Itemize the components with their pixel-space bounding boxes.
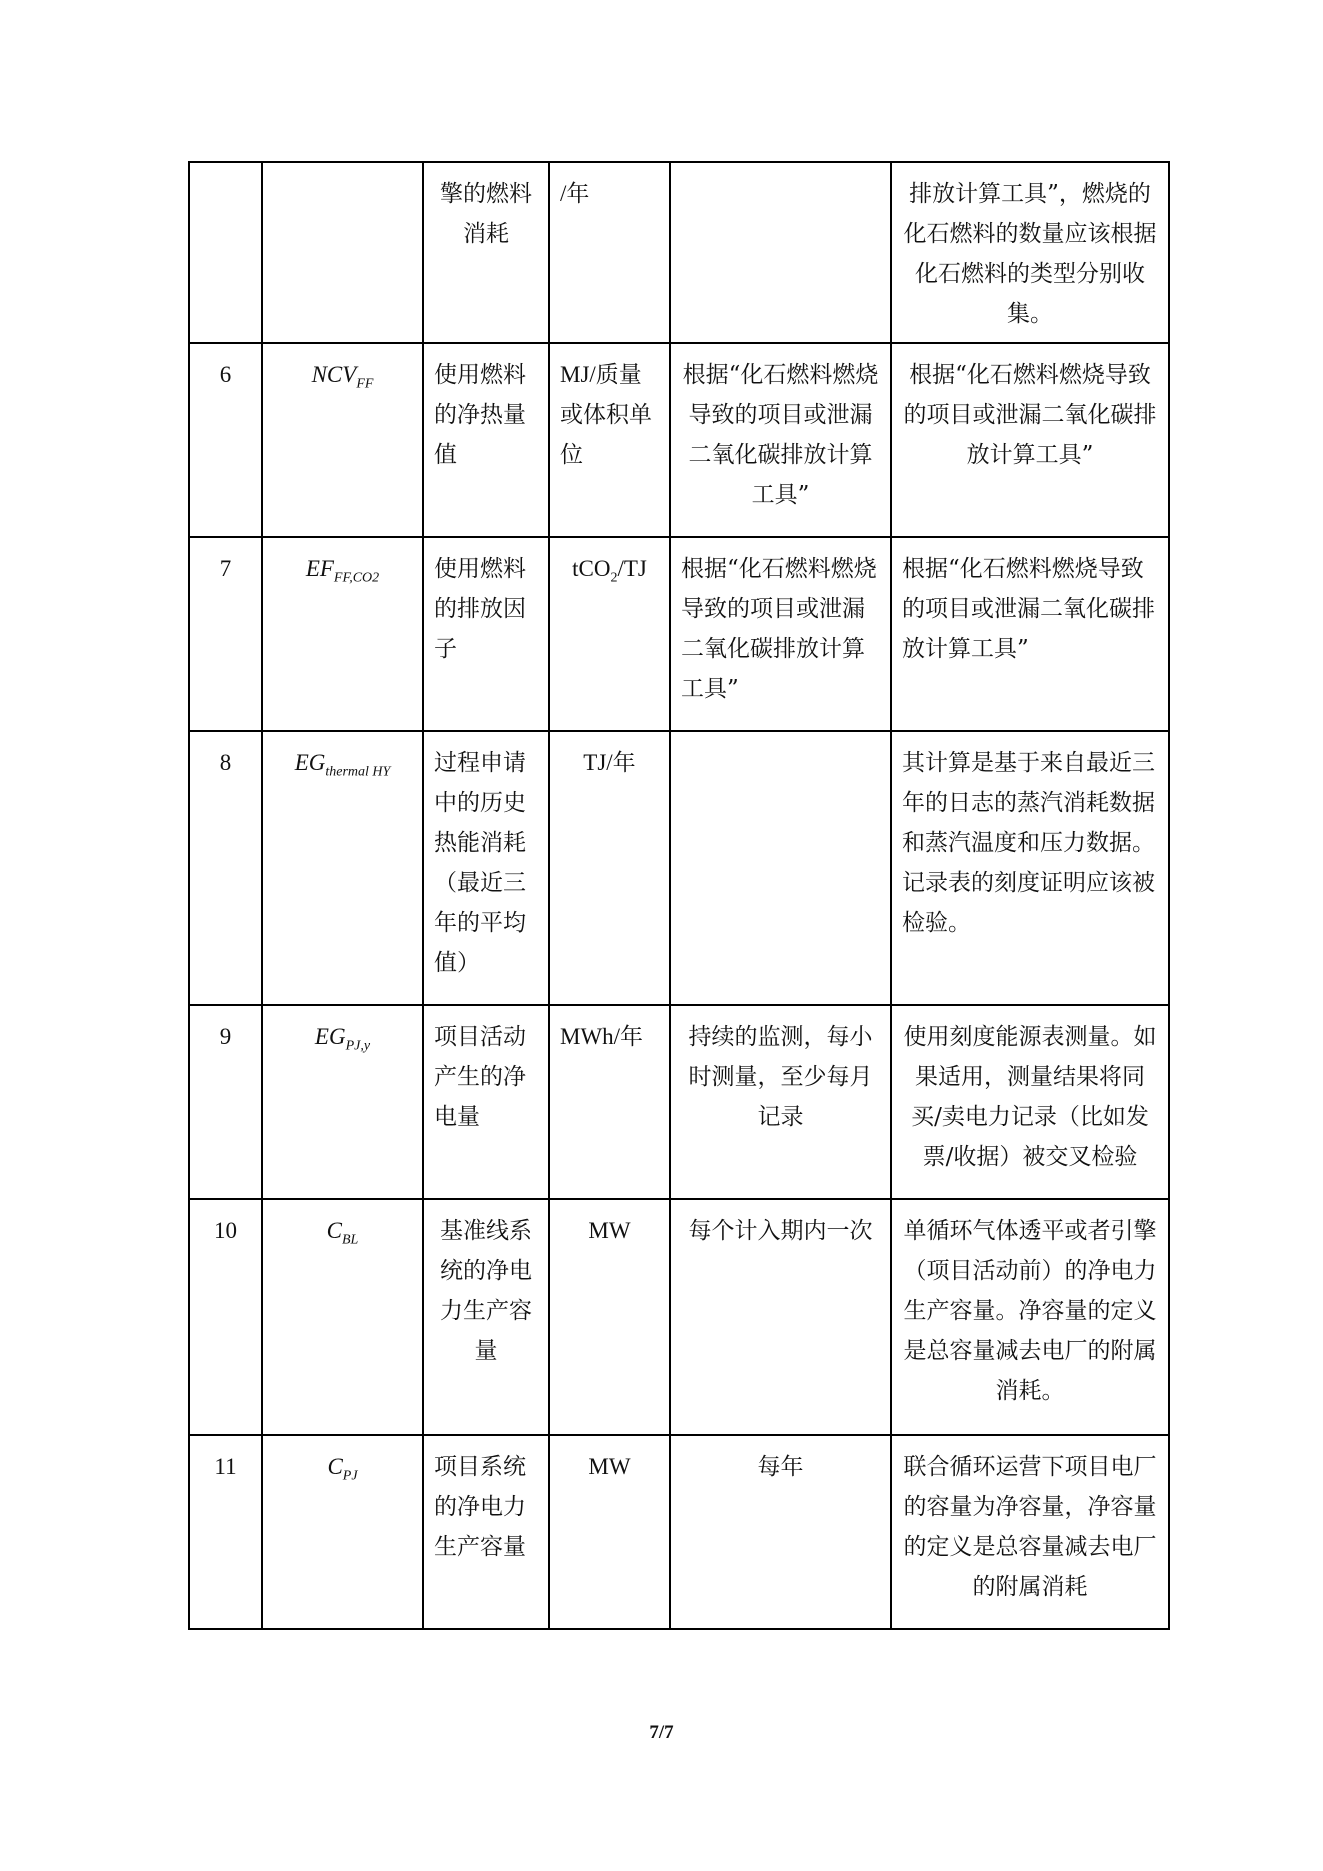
page-number: 7/7	[649, 1722, 674, 1743]
parameter-description: 使用燃料的净热量值	[423, 343, 549, 537]
parameter-description: 擎的燃料消耗	[423, 162, 549, 343]
parameter-symbol: $NCV_{FF}$	[262, 343, 423, 537]
monitoring-frequency: 根据“化石燃料燃烧导致的项目或泄漏二氧化碳排放计算工具”	[670, 343, 891, 537]
parameter-unit: tCO$_2$/TJ	[549, 537, 670, 731]
parameter-note: 联合循环运营下项目电厂的容量为净容量，净容量的定义是总容量减去电厂的附属消耗	[891, 1435, 1169, 1629]
row-number: 7	[189, 537, 262, 731]
parameter-note: 排放计算工具”，燃烧的化石燃料的数量应该根据化石燃料的类型分别收集。	[891, 162, 1169, 343]
parameter-unit: MW	[549, 1199, 670, 1435]
parameter-unit: /年	[549, 162, 670, 343]
monitoring-frequency	[670, 731, 891, 1005]
parameter-note: 单循环气体透平或者引擎（项目活动前）的净电力生产容量。净容量的定义是总容量减去电厂的附属消耗。	[891, 1199, 1169, 1435]
row-number: 6	[189, 343, 262, 537]
monitoring-frequency: 每个计入期内一次	[670, 1199, 891, 1435]
table-row	[189, 1435, 1169, 1629]
parameter-symbol	[262, 162, 423, 343]
row-number: 11	[189, 1435, 262, 1629]
parameter-description: 项目系统的净电力生产容量	[423, 1435, 549, 1629]
parameter-description: 过程申请中的历史热能消耗（最近三年的平均值）	[423, 731, 549, 1005]
parameter-unit: TJ/年	[549, 731, 670, 1005]
row-number: 9	[189, 1005, 262, 1199]
parameter-description: 使用燃料的排放因子	[423, 537, 549, 731]
parameter-unit: MWh/年	[549, 1005, 670, 1199]
table-row	[189, 731, 1169, 1005]
parameter-note: 根据“化石燃料燃烧导致的项目或泄漏二氧化碳排放计算工具”	[891, 343, 1169, 537]
parameter-description: 基准线系统的净电力生产容量	[423, 1199, 549, 1435]
parameter-symbol: $EG_{thermal HY}$	[262, 731, 423, 1005]
table-row	[189, 537, 1169, 731]
table-row	[189, 1199, 1169, 1435]
parameter-note: 其计算是基于来自最近三年的日志的蒸汽消耗数据和蒸汽温度和压力数据。记录表的刻度证明应该被检验。	[891, 731, 1169, 1005]
monitoring-frequency: 根据“化石燃料燃烧导致的项目或泄漏二氧化碳排放计算工具”	[670, 537, 891, 731]
monitoring-frequency: 每年	[670, 1435, 891, 1629]
parameter-table	[188, 161, 1170, 1630]
parameter-symbol: $C_{PJ}$	[262, 1435, 423, 1629]
parameter-unit: MW	[549, 1435, 670, 1629]
parameter-note: 根据“化石燃料燃烧导致的项目或泄漏二氧化碳排放计算工具”	[891, 537, 1169, 731]
row-number: 8	[189, 731, 262, 1005]
monitoring-frequency: 持续的监测，每小时测量，至少每月记录	[670, 1005, 891, 1199]
parameter-note: 使用刻度能源表测量。如果适用，测量结果将同买/卖电力记录（比如发票/收据）被交叉检验	[891, 1005, 1169, 1199]
parameter-symbol: $C_{BL}$	[262, 1199, 423, 1435]
parameter-symbol: $EF_{FF,CO2}$	[262, 537, 423, 731]
monitoring-frequency	[670, 162, 891, 343]
table-row	[189, 343, 1169, 537]
row-number: 10	[189, 1199, 262, 1435]
parameter-unit: MJ/质量或体积单位	[549, 343, 670, 537]
parameter-description: 项目活动产生的净电量	[423, 1005, 549, 1199]
table-row	[189, 1005, 1169, 1199]
table-row	[189, 162, 1169, 343]
parameter-symbol: $EG_{PJ,y}$	[262, 1005, 423, 1199]
row-number	[189, 162, 262, 343]
